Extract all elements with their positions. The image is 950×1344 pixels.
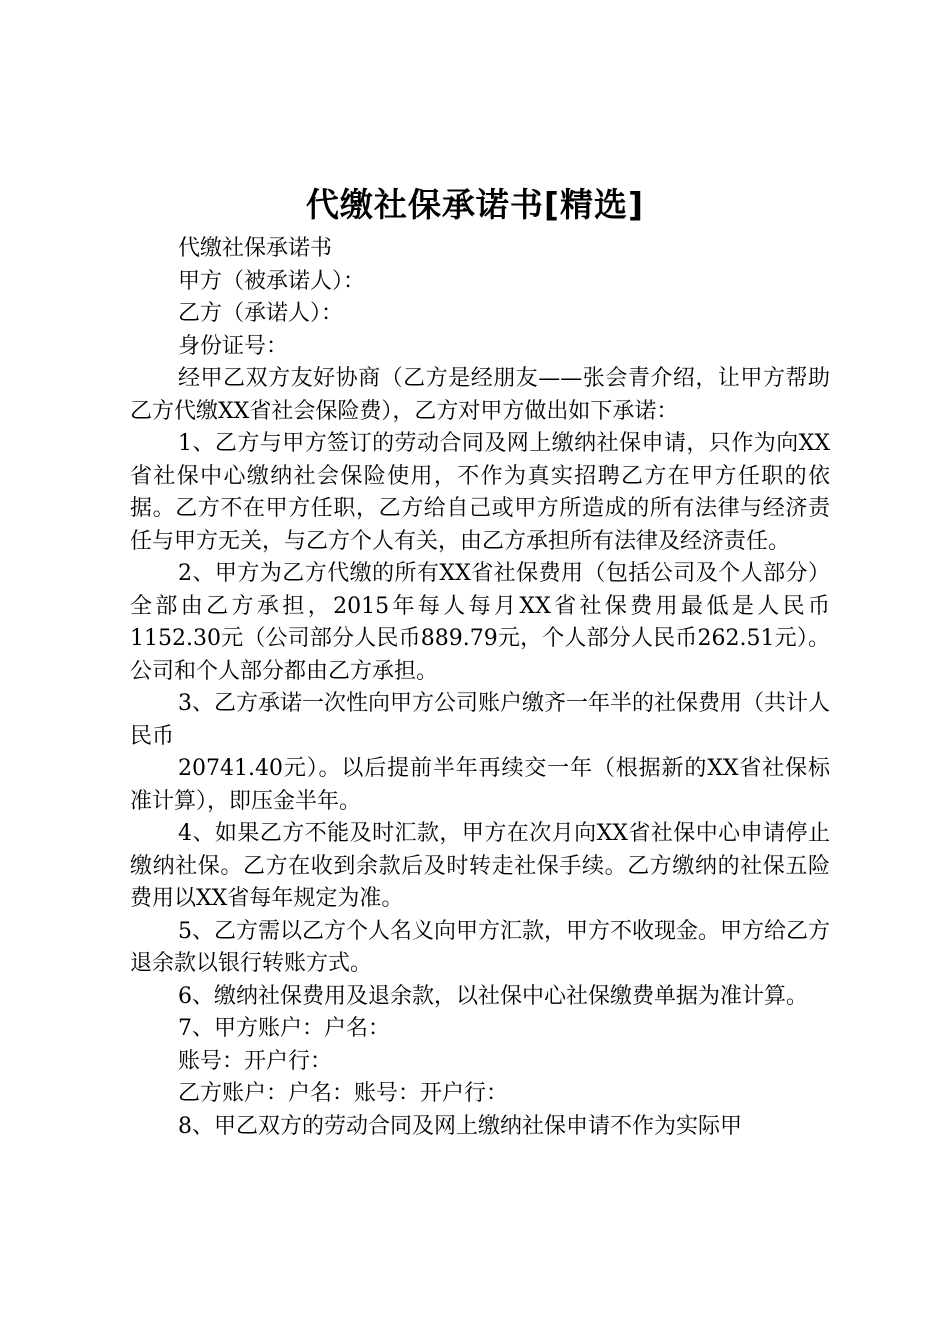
paragraph-clause-8: 8、甲乙双方的劳动合同及网上缴纳社保申请不作为实际甲: [178, 1113, 742, 1139]
paragraph-clause-7: 7、甲方账户：户名：: [178, 1016, 390, 1041]
paragraph-clause-1: 1、乙方与甲方签订的劳动合同及网上缴纳社保申请，只作为向XX省社保中心缴纳社会保险使用，不作为真实招聘乙方在甲方任职的依据。乙方不在甲方任职，乙方给自己或甲方所造成的所有法律与经济责任与甲方无关，与乙方个人有关，由乙方承担所有法律及经济责任。: [130, 431, 830, 554]
paragraph-clause-5: 5、乙方需以乙方个人名义向甲方汇款，甲方不收现金。甲方给乙方退余款以银行转账方式。: [130, 918, 830, 976]
document-title: 代缴社保承诺书[精选]: [305, 185, 645, 224]
document-body: [130, 233, 830, 1143]
paragraph-party-b: 乙方（承诺人）：: [178, 301, 344, 326]
paragraph-clause-3: 3、乙方承诺一次性向甲方公司账户缴齐一年半的社保费用（共计人民币: [130, 691, 830, 749]
paragraph-id-number: 身份证号：: [178, 333, 289, 359]
paragraph-clause-3-continued: 20741.40元）。以后提前半年再续交一年（根据新的XX省社保标准计算），即压金半年。: [130, 756, 830, 814]
paragraph-clause-2: 2、甲方为乙方代缴的所有XX省社保费用（包括公司及个人部分）全部由乙方承担，2015年每人每月XX省社保费用最低是人民币1152.30元（公司部分人民币889.79元，个人部分人民币262.51元）。公司和个人部分都由乙方承担。: [130, 561, 830, 684]
paragraph-clause-4: 4、如果乙方不能及时汇款，甲方在次月向XX省社保中心申请停止缴纳社保。乙方在收到余款后及时转走社保手续。乙方缴纳的社保五险费用以XX省每年规定为准。: [130, 821, 830, 911]
paragraph-party-a: 甲方（被承诺人）：: [178, 268, 366, 294]
paragraph-intro: 经甲乙双方友好协商（乙方是经朋友——张会青介绍，让甲方帮助乙方代缴XX省社会保险费），乙方对甲方做出如下承诺：: [130, 366, 830, 424]
paragraph-heading: 代缴社保承诺书: [178, 236, 333, 261]
paragraph-account-number: 账号：开户行：: [178, 1048, 333, 1074]
paragraph-party-b-account: 乙方账户：户名：账号：开户行：: [178, 1081, 509, 1106]
paragraph-clause-6: 6、缴纳社保费用及退余款，以社保中心社保缴费单据为准计算。: [178, 983, 808, 1009]
